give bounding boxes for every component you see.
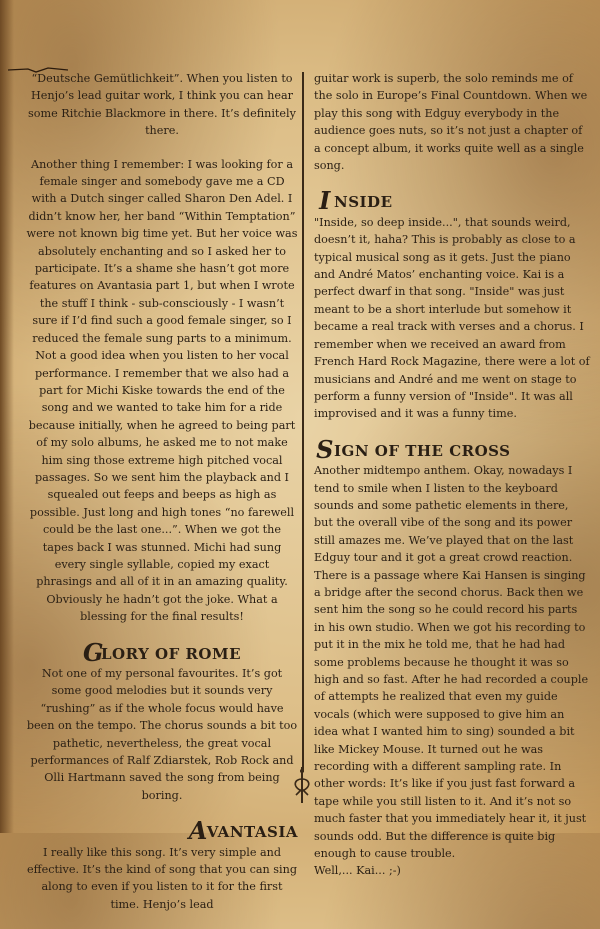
right-paragraph-1: guitar work is superb, the solo reminds me of the solo in Europe’s Final Countdown. When we play this song with Edguy everybody in the audience goes nuts, so it’s not just a chapter of a concept album, it works quite well as a single song. <box>314 72 588 173</box>
closing-line: Well,... Kai... ;-) <box>314 864 401 878</box>
left-paragraph-2: Another thing I remember: I was looking for a female singer and somebody gave me a CD with a Dutch singer called Sharon Den Adel. I didn’t know her, her band “Within Temptation” were not known big time yet. But her voice was absolutely enchanting and so I asked her to participate. It’s a shame she hasn’t got more features on Avantasia part 1, but when I wrote the stuff I think - sub-consciously - I wasn’t sure if I’d find such a good female singer, so I reduced the female sung parts to a minimum. Not a good idea when you listen to her vocal performance. I remember that we also had a part for Michi Kiske towards the end of the song and we wanted to take him for a ride because initially, when he agreed to being part of my solo albums, he asked me to not make him sing those extreme high pitched vocal passages. So we sent him the playback and I squealed out feeps and beeps as high as possible. Just long and high tones “no farewell could be the last one...”. When we got the tapes back I was stunned. Michi had sung every single syllable, copied my exact phrasings and all of it in an amazing quality. Obviously he hadn’t got the joke. What a blessing for the final results! <box>26 157 298 624</box>
drop-cap: I <box>319 186 331 216</box>
column-divider <box>302 72 304 772</box>
divider-ornament-icon <box>288 765 316 805</box>
heading-text: VANTASIA <box>206 823 298 842</box>
heading-text: NSIDE <box>334 193 393 212</box>
drop-cap: G <box>82 637 104 667</box>
left-column <box>26 70 298 929</box>
heading-avantasia <box>26 816 298 846</box>
drop-cap: S <box>316 434 334 464</box>
heading-text: IGN OF THE CROSS <box>334 441 511 460</box>
heading-glory-of-rome <box>26 637 298 667</box>
page-edge-shadow <box>0 0 14 833</box>
heading-sign-of-the-cross <box>316 434 590 464</box>
avantasia-text: I really like this song. It’s very simple and effective. It’s the kind of song that you can sing along to even if you listen to it for the first time. Henjo’s lead <box>27 845 297 911</box>
heading-inside <box>316 186 590 216</box>
drop-cap: A <box>188 816 208 846</box>
sign-of-the-cross-text: Another midtempo anthem. Okay, nowadays I tend to smile when I listen to the keyboard sounds and some pathetic elements in there, but the overall vibe of the song and its power still amazes me. We’ve played that on the last Edguy tour and it got a great crowd reaction. There is a passage where Kai Hansen is singing a bridge after the second chorus. Back then we sent him the song so he could record his parts in his own studio. When we got his recording to put it in the mix he told me, that he had had some problems because he thought it was so high and so fast. After he had recorded a couple of attempts he realized that even my guide vocals (which were supposed to give him an idea what I wanted him to sing) sounded a bit like Mickey Mouse. It turned out he was recording with a different sampling rate. In other words: It’s like if you just fast forward a tape while you still listen to it. And it’s not so much faster that you immediately hear it, it just sounds odd. But the difference is quite big enough to cause trouble. <box>314 464 589 861</box>
right-column <box>314 70 590 896</box>
glory-of-rome-text: Not one of my personal favourites. It’s got some good melodies but it sounds very “rushing” as if the whole focus would have been on the tempo. The chorus sounds a bit too pathetic, nevertheless, the great vocal performances of Ralf Zdiarstek, Rob Rock and Olli Hartmann saved the song from being boring. <box>26 667 298 802</box>
inside-text: "Inside, so deep inside...", that sounds weird, doesn’t it, haha? This is probably as close to a typical musical song as it gets. Just the piano and André Matos’ enchanting voice. Kai is a perfect dwarf in that song. "Inside" was just meant to be a short interlude but somehow it became a real track with verses and a chorus. I remember when we received an award from French Hard Rock Magazine, there were a lot of musicians and André and me went on stage to perform a funny version of "Inside". It was all improvised and it was a funny time. <box>314 215 590 421</box>
heading-text: LORY OF ROME <box>100 644 242 663</box>
left-paragraph-1: “Deutsche Gemütlichkeit”. When you listen to Henjo’s lead guitar work, I think you can hear some Ritchie Blackmore in there. It’s definitely there. <box>28 72 296 138</box>
